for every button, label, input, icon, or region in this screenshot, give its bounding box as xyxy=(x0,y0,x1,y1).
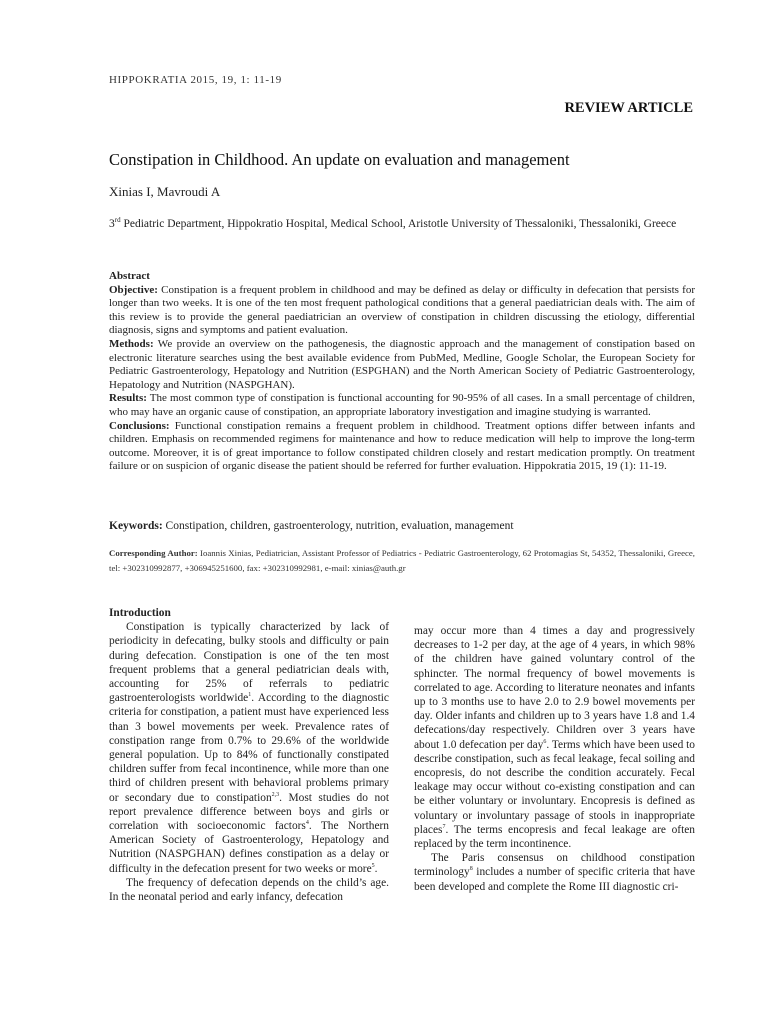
abstract-methods xyxy=(109,338,695,392)
text-run: . The Northern American Society of Gastroenterology, Hepatology and Nutrition (NASPGHAN) defines constipation as a delay or difficulty in the defecation present for two weeks or more xyxy=(109,820,389,875)
affiliation-text: Pediatric Department, Hippokratio Hospital, Medical School, Aristotle University of Thessaloniki, Thessaloniki, Greece xyxy=(120,218,677,230)
keywords-label: Keywords: xyxy=(109,520,163,532)
text-run: . xyxy=(374,862,378,875)
results-text: The most common type of constipation is functional accounting for 90-95% of all cases. In a small percentage of children, who may have an organic cause of constipation, an appropriate laboratory investigation and imagine studying is warranted. xyxy=(109,392,695,418)
methods-label: Methods: xyxy=(109,337,154,350)
reference-marker: 6 xyxy=(543,738,547,745)
text-run: The Paris consensus on childhood constipation terminology xyxy=(414,852,695,879)
introduction-heading: Introduction xyxy=(109,607,171,619)
paragraph xyxy=(414,851,695,894)
text-run: may occur more than 4 times a day and progressively decreases to 1-2 per day, at the age of 4 years, in which 98% of the children have gained voluntary control of the sphincter. The normal frequency of bowel movements is correlated to age. According to literature neonates and infants up to 3 months use to have 2.0 to 2.9 bowel movements per day. Older infants and children up to 3 years have 1.8 and 1.4 defecations/day respectively. Children over 3 years have about 1.0 defecation per day xyxy=(414,625,695,751)
corresponding-label: Corresponding Author: xyxy=(109,548,198,558)
abstract-conclusions xyxy=(109,420,695,474)
results-label: Results: xyxy=(109,392,147,405)
text-run: . According to the diagnostic criteria for constipation, a patient must have experienced less than 3 bowel movements per week. Prevalence rates of constipation range from 0.7% to 29.6% of the worldwide general population. Up to 84% of functionally constipated children suffer from fecal incontinence, while more than one third of children present with behavioral problems primary or secondary due to constipation xyxy=(109,692,389,804)
conclusions-label: Conclusions: xyxy=(109,419,170,432)
keywords-text: Constipation, children, gastroenterology, nutrition, evaluation, management xyxy=(162,520,514,532)
corresponding-text: Ioannis Xinias, Pediatrician, Assistant Professor of Pediatrics - Pediatric Gastroenterology, 62 Protomagias St, 54352, Thessaloniki, Greece, tel: +302310992877, +306945251600, fax: +302310992981, e-mail: xinias@auth.gr xyxy=(109,548,695,573)
reference-marker: 1 xyxy=(248,692,252,699)
keywords xyxy=(109,520,695,532)
reference-marker: 8 xyxy=(469,866,473,873)
article-title: Constipation in Childhood. An update on evaluation and management xyxy=(109,150,570,169)
reference-marker: 5 xyxy=(371,862,375,869)
body-column-left xyxy=(109,606,389,904)
objective-label: Objective: xyxy=(109,283,158,296)
reference-marker: 2,3 xyxy=(271,791,280,798)
affiliation-number: 3 xyxy=(109,218,115,230)
paragraph xyxy=(414,624,695,851)
text-run: . Most studies do not report prevalence difference between boys and girls or correlation with socioeconomic factors xyxy=(109,791,390,833)
journal-citation: HIPPOKRATIA 2015, 19, 1: 11-19 xyxy=(109,74,282,86)
paragraph: The frequency of defecation depends on the child’s age. In the neonatal period and early infancy, defecation xyxy=(109,876,389,904)
affiliation xyxy=(109,216,699,232)
methods-text: We provide an overview on the pathogenesis, the diagnostic approach and the management of constipation based on electronic literature searches using the best available evidence from PubMed, Medline, Google Scholar, the European Society for Pediatric Gastroenterology, Hepatology and Nutrition (ESPGHAN) and the North American Society of Pediatric Gastroenterology, Hepatology and Nutrition (NASPGHAN). xyxy=(109,337,695,391)
text-run: . Terms which have been used to describe constipation, such as fecal leakage, fecal soiling and encopresis, do not describe the condition accurately. Fecal leakage may occur without co-existing constipation and can be either voluntary or involuntary. Encopresis is defined as voluntary or involuntary passage of stools in inappropriate places xyxy=(414,738,695,836)
text-run: Constipation is typically characterized by lack of periodicity in defecating, bulky stools and difficulty or pain during defecation. Constipation is one of the ten most frequent problems that a general pediatrician deals with, accounting for 25% of referrals to pediatric gastroenterologists worldwide xyxy=(109,621,389,705)
body-column-right xyxy=(414,624,695,894)
corresponding-author xyxy=(109,546,695,576)
authors: Xinias I, Mavroudi A xyxy=(109,184,221,199)
reference-marker: 7 xyxy=(442,824,446,831)
text-run: . The terms encopresis and fecal leakage are often replaced by the term incontinence. xyxy=(414,823,695,851)
abstract-heading: Abstract xyxy=(109,270,150,282)
abstract-objective xyxy=(109,284,695,338)
article-type: REVIEW ARTICLE xyxy=(564,100,693,116)
text-run: includes a number of specific criteria that have been developed and complete the Rome III diagnostic cri- xyxy=(414,866,695,893)
paragraph xyxy=(109,620,389,876)
affiliation-ordinal: rd xyxy=(114,216,121,225)
reference-marker: 4 xyxy=(305,820,309,827)
objective-text: Constipation is a frequent problem in childhood and may be defined as delay or difficulty in defecation that persists for longer than two weeks. It is one of the ten most frequent pathological conditions that a general paediatrician deals with. The aim of this review is to provide the general paediatrician an overview of constipation in children discussing the etiology, differential diagnosis, signs and symptoms and patient evaluation. xyxy=(109,283,695,337)
conclusions-text: Functional constipation remains a frequent problem in childhood. Treatment options differ between infants and children. Emphasis on recommended regimens for maintenance and how to reduce medication will help to improve the long-term outcome. Moreover, it is of great importance to follow constipated children closely and restart medication promptly. On treatment failure or on suspicion of organic disease the patient should be referred for further evaluation. Hippokratia 2015, 19 (1): 11-19. xyxy=(109,419,695,473)
abstract xyxy=(109,270,695,474)
abstract-results xyxy=(109,392,695,419)
